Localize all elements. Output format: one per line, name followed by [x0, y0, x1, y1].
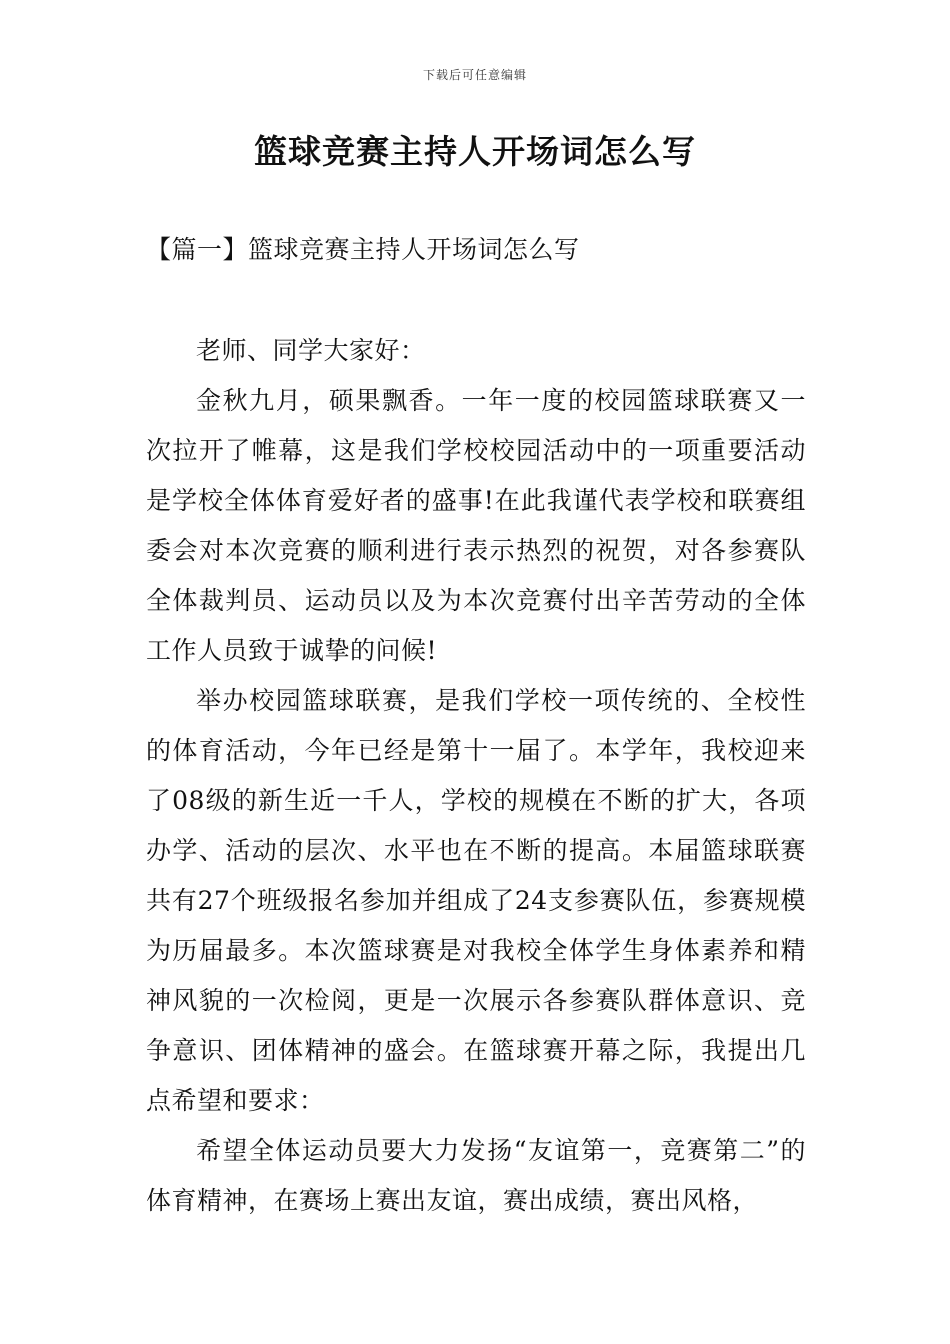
- paragraph-greeting: 老师、同学大家好：: [196, 336, 426, 365]
- document-title: 篮球竞赛主持人开场词怎么写: [254, 132, 696, 171]
- section-heading: 【篇一】篮球竞赛主持人开场词怎么写: [146, 235, 580, 264]
- paragraph: 金秋九月，硕果飘香。一年一度的校园篮球联赛又一次拉开了帷幕，这是我们学校校园活动中的一项重要活动是学校全体体育爱好者的盛事!在此我谨代表学校和联赛组委会对本次竞赛的顺利进行表示热烈的祝贺，对各参赛队全体裁判员、运动员以及为本次竞赛付出辛苦劳动的全体工作人员致于诚挚的问候!: [146, 386, 806, 665]
- paragraph: 希望全体运动员要大力发扬“友谊第一，竞赛第二”的体育精神，在赛场上赛出友谊，赛出成绩，赛出风格，: [146, 1136, 806, 1215]
- header-note: 下载后可任意编辑: [422, 68, 527, 82]
- paragraph: 举办校园篮球联赛，是我们学校一项传统的、全校性的体育活动，今年已经是第十一届了。本学年，我校迎来了08级的新生近一千人，学校的规模在不断的扩大，各项办学、活动的层次、水平也在不断的提高。本届篮球联赛共有27个班级报名参加并组成了24支参赛队伍，参赛规模为历届最多。本次篮球赛是对我校全体学生身体素养和精神风貌的一次检阅，更是一次展示各参赛队群体意识、竞争意识、团体精神的盛会。在篮球赛开幕之际，我提出几点希望和要求：: [146, 686, 806, 1115]
- document-body: [146, 326, 806, 1226]
